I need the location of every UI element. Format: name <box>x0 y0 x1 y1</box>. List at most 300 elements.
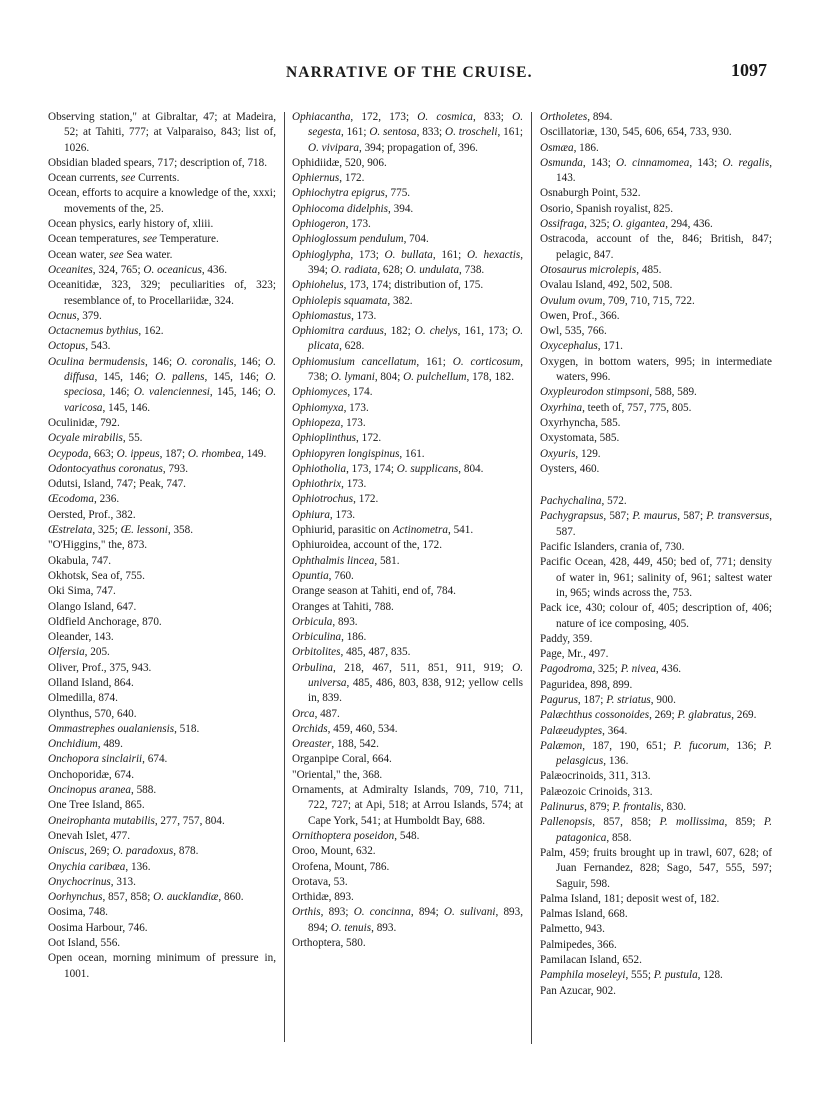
entry-text: , 379. <box>76 309 102 322</box>
index-entry <box>48 492 276 507</box>
entry-text: , 173; <box>350 248 385 261</box>
entry-italic-text: Ophiocoma didelphis <box>292 202 389 215</box>
entry-text: , 187; <box>159 447 188 460</box>
entry-italic-text: Ocyale mirabilis <box>48 432 123 445</box>
entry-text: , 161; <box>432 248 467 261</box>
entry-text: , 358. <box>167 524 194 537</box>
entry-italic-text: O. oceanicus <box>143 263 202 276</box>
entry-text: , 146; <box>145 355 177 368</box>
entry-text: Oscillatoriæ, 130, 545, 606, 654, 733, 930. <box>540 126 732 139</box>
entry-text: , 628. <box>339 340 365 353</box>
entry-text: , 555; <box>625 969 654 982</box>
entry-text: Open ocean, morning minimum of pressure in, 1001. <box>48 952 276 980</box>
entry-text: Orange season at Tahiti, end of, 784. <box>292 585 456 598</box>
entry-text: , 394; <box>308 248 524 276</box>
entry-italic-text: P. transversus <box>706 510 770 523</box>
entry-italic-text: Octopus <box>48 340 86 353</box>
entry-text: , 174. <box>347 386 373 399</box>
entry-italic-text: Ophiomastus <box>292 309 352 322</box>
entry-italic-text: O. diffusa <box>64 355 276 384</box>
entry-italic-text: O. concinna <box>353 906 411 919</box>
index-entry <box>540 708 772 723</box>
index-entry <box>48 431 276 446</box>
index-entry <box>540 555 772 601</box>
entry-text: , 173. <box>351 309 377 322</box>
entry-italic-text: Oreaster <box>292 738 332 751</box>
index-entry <box>540 846 772 892</box>
entry-text: Ophiurid, parasitic on <box>292 524 393 537</box>
index-entry <box>48 324 276 339</box>
entry-text: , 709, 710, 715, 722. <box>602 294 695 307</box>
entry-italic-text: O. lymani <box>330 371 375 384</box>
entry-italic-text: P. pustula <box>653 969 698 982</box>
entry-text: Page, Mr., 497. <box>540 648 609 661</box>
index-entry <box>540 462 772 477</box>
index-entry <box>292 385 523 400</box>
entry-italic-text: O. vivipara <box>308 141 359 154</box>
entry-text: , 129. <box>575 447 601 460</box>
index-entry <box>292 905 523 936</box>
entry-italic-text: Ocnus <box>48 309 77 322</box>
index-entry <box>292 645 523 660</box>
index-entry <box>48 600 276 615</box>
entry-text: Odutsi, Island, 747; Peak, 747. <box>48 478 186 491</box>
index-entry <box>292 860 523 875</box>
entry-text: , 128. <box>697 969 723 982</box>
index-entry <box>48 477 276 492</box>
entry-text: , 674. <box>142 753 168 766</box>
entry-text: Ovalau Island, 492, 502, 508. <box>540 279 673 292</box>
entry-text: , 143; <box>689 156 723 169</box>
entry-italic-text: O. regalis <box>722 156 770 169</box>
entry-text: Oosima, 748. <box>48 906 108 919</box>
entry-text: , 587; <box>677 510 707 523</box>
entry-italic-text: Onchopora sinclairii <box>48 753 143 766</box>
entry-italic-text: Ophiotrochus <box>292 493 354 506</box>
index-entry <box>292 309 523 324</box>
entry-text: , 394. <box>388 202 414 215</box>
index-entry <box>292 936 523 951</box>
entry-text: , 858. <box>606 831 632 844</box>
entry-italic-text: O. valenciennesi <box>133 386 210 399</box>
entry-text: , 55. <box>122 432 143 445</box>
entry-text: , 145, 146; <box>204 371 266 384</box>
index-entry <box>540 800 772 815</box>
entry-italic-text: O. chelys <box>414 325 458 338</box>
index-entry <box>48 783 276 798</box>
entry-italic-text: O. ippeus <box>116 447 160 460</box>
index-entry <box>48 860 276 875</box>
index-entry <box>540 647 772 662</box>
entry-text: , 161. <box>399 447 425 460</box>
entry-italic-text: Orbitolites <box>292 646 341 659</box>
entry-italic-text: O. plicata <box>308 325 524 353</box>
entry-text: , 857, 858; <box>592 816 660 829</box>
entry-italic-text: Onychia caribæa <box>48 860 126 873</box>
index-entry <box>540 968 772 983</box>
index-entry <box>48 676 276 691</box>
entry-text: , 161; <box>340 126 370 139</box>
entry-italic-text: Pachygrapsus <box>540 510 604 523</box>
index-entry <box>48 508 276 523</box>
index-entry <box>540 202 772 217</box>
entry-text: , 187, 190, 651; <box>582 739 674 752</box>
index-entry <box>540 540 772 555</box>
entry-italic-text: Ophiura <box>292 508 330 521</box>
entry-text: Ophiuroidea, account of the, 172. <box>292 539 443 552</box>
entry-italic-text: O. troscheli <box>445 126 498 139</box>
index-entry <box>540 186 772 201</box>
entry-text: , 188, 542. <box>331 738 379 751</box>
entry-italic-text: Ornithoptera poseidon <box>292 829 395 842</box>
entry-italic-text: Ophthalmis lincea <box>292 554 375 567</box>
entry-italic-text: Ophiomyces <box>292 386 348 399</box>
index-entry <box>48 156 276 171</box>
index-entry <box>540 324 772 339</box>
entry-text: , 325; <box>592 663 621 676</box>
entry-italic-text: Odontocyathus coronatus <box>48 462 163 475</box>
entry-text: , 325; <box>584 218 613 231</box>
index-column-1 <box>48 110 276 982</box>
entry-text: , 146; <box>102 386 134 399</box>
entry-text: Pan Azucar, 902. <box>540 984 616 997</box>
entry-italic-text: Ophiomitra carduus <box>292 325 384 338</box>
index-entry <box>292 722 523 737</box>
entry-italic-text: Opuntia <box>292 569 329 582</box>
index-entry <box>48 110 276 156</box>
entry-text: , 738. <box>459 263 485 276</box>
index-entry <box>540 110 772 125</box>
entry-text: Palma Island, 181; deposit west of, 182. <box>540 892 720 905</box>
index-entry <box>48 171 276 186</box>
index-entry <box>292 890 523 905</box>
entry-text: , 173. <box>341 478 367 491</box>
entry-text: , 485. <box>636 263 662 276</box>
entry-italic-text: Pallenopsis <box>540 816 593 829</box>
entry-italic-text: Ophioglossum pendulum <box>292 233 404 246</box>
entry-text: , 518. <box>174 722 200 735</box>
entry-italic-text: Ophiolepis squamata <box>292 294 388 307</box>
index-entry <box>540 217 772 232</box>
page-number: 1097 <box>731 60 767 80</box>
entry-italic-text: O. supplicans <box>396 462 459 475</box>
index-entry <box>292 477 523 492</box>
entry-italic-text: Oneirophanta mutabilis <box>48 814 155 827</box>
entry-italic-text: O. paradoxus <box>112 845 174 858</box>
index-entry <box>540 984 772 999</box>
index-entry <box>48 798 276 813</box>
index-entry <box>48 554 276 569</box>
entry-text: , 775. <box>384 187 411 200</box>
entry-text: , 146; <box>233 355 266 368</box>
index-entry <box>48 615 276 630</box>
entry-italic-text: Osmæa <box>540 141 574 154</box>
entry-text: , 172. <box>339 172 365 185</box>
entry-text: , 859; <box>724 816 764 829</box>
entry-italic-text: O. speciosa <box>64 371 276 399</box>
page-header <box>0 60 825 90</box>
entry-italic-text: Ophiogeron <box>292 218 346 231</box>
entry-text: Observing station," at Gibraltar, 47; at Madeira, 52; at Tahiti, 777; at Valparaiso, 843; list of, 1026. <box>48 111 276 154</box>
index-entry <box>292 768 523 783</box>
index-entry <box>540 922 772 937</box>
entry-text: Palmas Island, 668. <box>540 908 628 921</box>
index-entry <box>48 936 276 951</box>
index-entry <box>540 401 772 416</box>
entry-text: , 704. <box>403 233 429 246</box>
entry-text: , 136; <box>726 739 764 752</box>
entry-text: , 588, 589. <box>649 386 697 399</box>
index-entry <box>540 416 772 431</box>
entry-italic-text: Orchids <box>292 722 328 735</box>
index-entry <box>48 278 276 309</box>
entry-text: Palæozoic Crinoids, 313. <box>540 785 653 798</box>
entry-italic-text: Ossifraga <box>540 218 585 231</box>
entry-text: , 587. <box>556 510 772 538</box>
entry-text: Ostracoda, account of the, 846; British, 847; pelagic, 847. <box>540 233 772 261</box>
entry-text: , 149. <box>241 447 267 460</box>
index-entry <box>292 829 523 844</box>
entry-text: , 145, 146; <box>94 371 156 384</box>
entry-text: , 173, 174; <box>346 462 397 475</box>
entry-italic-text: P. glabratus <box>677 709 732 722</box>
index-entry <box>292 875 523 890</box>
index-entry <box>292 171 523 186</box>
entry-text: , 218, 467, 511, 851, 911, 919; <box>333 661 513 674</box>
entry-italic-text: Octacnemus bythius <box>48 325 139 338</box>
entry-italic-text: Ophiothrix <box>292 478 342 491</box>
index-entry <box>540 953 772 968</box>
index-entry <box>48 523 276 538</box>
index-entry <box>540 339 772 354</box>
entry-text: , 161, 173; <box>457 325 513 338</box>
entry-italic-text: Pagurus <box>540 693 578 706</box>
index-entry <box>48 538 276 553</box>
index-entry <box>540 385 772 400</box>
entry-text: "Oriental," the, 368. <box>292 768 383 781</box>
entry-text: Oculinidæ, 792. <box>48 416 120 429</box>
entry-text: , 793. <box>162 462 189 475</box>
entry-text: Oleander, 143. <box>48 631 114 644</box>
index-entry <box>540 494 772 509</box>
index-entry <box>540 156 772 187</box>
index-entry <box>292 569 523 584</box>
index-entry <box>48 661 276 676</box>
entry-text: , 485, 487, 835. <box>340 646 411 659</box>
entry-text: , 893. <box>332 615 358 628</box>
index-entry <box>292 294 523 309</box>
index-entry <box>540 815 772 846</box>
index-entry <box>48 737 276 752</box>
index-entry <box>48 875 276 890</box>
entry-text: Currents. <box>135 172 180 185</box>
index-entry <box>292 186 523 201</box>
entry-text: , 893. <box>371 921 397 934</box>
entry-text: , 833; <box>473 111 513 123</box>
entry-text: One Tree Island, 865. <box>48 799 145 812</box>
entry-text: Orofena, Mount, 786. <box>292 860 390 873</box>
entry-italic-text: Oniscus <box>48 845 85 858</box>
entry-italic-text: Ophioglypha <box>292 248 351 261</box>
entry-italic-text: O. cinnamomea <box>616 156 690 169</box>
entry-text: Orotava, 53. <box>292 875 348 888</box>
entry-text: Palmetto, 943. <box>540 923 605 936</box>
entry-text: , 587; <box>603 510 633 523</box>
index-entry <box>292 630 523 645</box>
entry-text: Palmipedes, 366. <box>540 938 617 951</box>
entry-italic-text: P. mollissima <box>659 816 725 829</box>
entry-italic-text: Pachychalina <box>540 495 602 508</box>
index-entry <box>540 907 772 922</box>
index-entry <box>48 768 276 783</box>
entry-italic-text: Orbicula <box>292 615 333 628</box>
entry-text: Osorio, Spanish royalist, 825. <box>540 202 674 215</box>
index-entry <box>292 554 523 569</box>
index-entry <box>292 462 523 477</box>
index-entry <box>540 769 772 784</box>
entry-italic-text: Orthis <box>292 906 321 919</box>
index-entry <box>540 309 772 324</box>
index-entry <box>540 232 772 263</box>
entry-text: Ocean, efforts to acquire a knowledge of the, xxxi; movements of the, 25. <box>48 187 276 215</box>
entry-italic-text: O. bullata <box>384 248 433 261</box>
index-entry <box>540 447 772 462</box>
index-entry <box>540 938 772 953</box>
entry-text: , 900. <box>650 693 676 706</box>
entry-text: , 145, 146. <box>102 401 151 414</box>
entry-text: , 294, 436. <box>665 218 713 231</box>
entry-italic-text: P. striatus <box>606 693 651 706</box>
entry-text: Oxystomata, 585. <box>540 432 620 445</box>
entry-text: "O'Higgins," the, 873. <box>48 539 148 552</box>
entry-text: , 663; <box>88 447 117 460</box>
entry-text: Olynthus, 570, 640. <box>48 707 137 720</box>
entry-text: Ocean temperatures, <box>48 233 143 246</box>
entry-text: , 541. <box>447 524 474 537</box>
entry-text: Oldfield Anchorage, 870. <box>48 615 162 628</box>
entry-italic-text: P. maurus <box>632 510 678 523</box>
entry-italic-text: O. rhombea <box>187 447 242 460</box>
index-entry <box>540 294 772 309</box>
entry-italic-text: Ovulum ovum <box>540 294 603 307</box>
entry-italic-text: Palæmon <box>540 739 583 752</box>
index-entry <box>48 355 276 416</box>
entry-text: Oranges at Tahiti, 788. <box>292 600 394 613</box>
index-entry <box>48 263 276 278</box>
entry-text: Palæocrinoids, 311, 313. <box>540 770 651 783</box>
entry-text: Olmedilla, 874. <box>48 692 118 705</box>
entry-text: , 833; <box>416 126 446 139</box>
entry-italic-text: Ortholetes <box>540 111 588 123</box>
entry-text: , 893, 894; <box>308 906 524 934</box>
entry-text: , 269. <box>731 709 757 722</box>
entry-italic-text: P. patagonica <box>556 816 772 844</box>
entry-text: Ornaments, at Admiralty Islands, 709, 710, 711, 722, 727; at Api, 518; at Arrou Islands, 574; at Cape York, 541; at Humboldt Bay, 688. <box>292 784 523 827</box>
entry-italic-text: O. pallens <box>155 371 205 384</box>
index-entry <box>48 584 276 599</box>
entry-text: , 804; <box>374 371 404 384</box>
entry-text: Oxyrhyncha, 585. <box>540 416 621 429</box>
entry-text: , 572. <box>601 495 627 508</box>
index-entry <box>48 951 276 982</box>
index-entry <box>540 693 772 708</box>
entry-text: , 171. <box>597 340 623 353</box>
index-entry <box>48 309 276 324</box>
entry-italic-text: see <box>142 233 158 246</box>
index-entry <box>292 324 523 355</box>
entry-italic-text: Pamphila moseleyi <box>540 969 626 982</box>
entry-text: Sea water. <box>123 248 173 261</box>
index-entry <box>540 125 772 140</box>
index-entry <box>292 538 523 553</box>
entry-text: , 269; <box>84 845 113 858</box>
entry-text: , 364. <box>602 724 628 737</box>
index-entry <box>292 661 523 707</box>
entry-text: Ophidiidæ, 520, 906. <box>292 156 387 169</box>
entry-italic-text: O. coronalis <box>176 355 234 368</box>
entry-italic-text: Œcodoma <box>48 493 94 506</box>
entry-italic-text: O. gigantea <box>612 218 666 231</box>
entry-italic-text: O. universa <box>308 661 523 689</box>
index-entry <box>292 600 523 615</box>
entry-text: Paguridea, 898, 899. <box>540 678 633 691</box>
entry-italic-text: Ophiohelus <box>292 279 344 292</box>
entry-italic-text: Ophiotholia <box>292 462 347 475</box>
entry-italic-text: P. fucorum <box>673 739 727 752</box>
entry-text: Palm, 459; fruits brought up in trawl, 607, 628; of Juan Fernandez, 828; Sago, 547, 555, 597; Saguir, 598. <box>540 846 772 890</box>
index-entry <box>292 752 523 767</box>
entry-italic-text: Orbiculina <box>292 631 342 644</box>
entry-text: , 186. <box>573 141 599 154</box>
entry-text: , 173, 174; distribution of, 175. <box>343 279 484 292</box>
index-entry <box>292 248 523 279</box>
entry-text: , 236. <box>93 493 120 506</box>
entry-italic-text: Ophiochytra epigrus <box>292 187 385 200</box>
index-entry <box>540 601 772 632</box>
entry-text: , 857, 858; <box>102 891 154 904</box>
entry-italic-text: Osmunda <box>540 156 583 169</box>
index-entry <box>292 783 523 829</box>
entry-text: Onchoporidæ, 674. <box>48 768 135 781</box>
index-entry <box>48 416 276 431</box>
entry-italic-text: O. aucklandiæ <box>153 891 219 904</box>
index-entry <box>540 632 772 647</box>
entry-italic-text: O. cosmica <box>417 111 474 123</box>
entry-italic-text: Oxyrhina <box>540 401 583 414</box>
index-entry <box>48 722 276 737</box>
entry-text: , 628; <box>377 263 406 276</box>
entry-text: , 145, 146; <box>209 386 266 399</box>
index-entry <box>292 416 523 431</box>
index-entry <box>48 217 276 232</box>
entry-italic-text: Ophiopeza <box>292 416 341 429</box>
index-entry <box>292 278 523 293</box>
entry-italic-text: Orca <box>292 707 315 720</box>
index-entry <box>292 232 523 247</box>
entry-text: , 136. <box>125 860 151 873</box>
entry-text: Oliver, Prof., 375, 943. <box>48 661 152 674</box>
index-entry <box>48 447 276 462</box>
entry-italic-text: Pagodroma <box>540 663 593 676</box>
entry-text: , 588. <box>130 784 157 797</box>
index-entry <box>48 691 276 706</box>
entry-italic-text: O. sulivani <box>443 906 496 919</box>
entry-text: , 161; <box>497 126 524 139</box>
index-entry <box>292 737 523 752</box>
entry-text: Paddy, 359. <box>540 632 593 645</box>
entry-text: , 487. <box>314 707 340 720</box>
index-entry <box>48 905 276 920</box>
